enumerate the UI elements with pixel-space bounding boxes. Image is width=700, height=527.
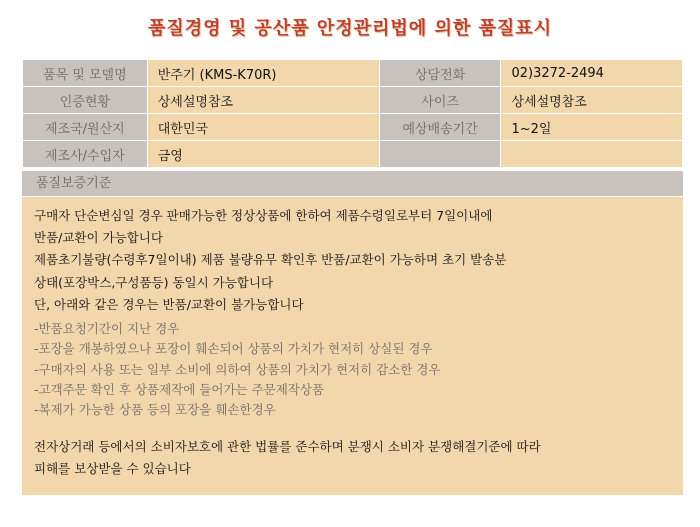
exception-item: -복제가 가능한 상품 등의 포장을 훼손한경우 [34,402,276,418]
exception-item: -고객주문 확인 후 상품제작에 들어가는 주문제작상품 [34,381,325,397]
quality-standard-heading: 품질보증기준 [22,171,683,196]
table-value: 상세설명참조 [501,87,683,114]
policy-line: 반품/교환이 가능합니다 [34,230,163,246]
table-value-empty [501,141,683,168]
policy-line: 상태(포장박스,구성품등) 동일시 가능합니다 [34,274,274,290]
table-row [23,87,683,114]
table-value: 반주기 (KMS-K70R) [147,60,379,87]
exception-item: -포장을 개봉하였으나 포장이 훼손되어 상품의 가치가 현저히 상실된 경우 [34,341,433,357]
table-value: 02)3272-2494 [501,60,683,87]
table-label: 제조국/원산지 [23,114,148,141]
table-value: 대한민국 [147,114,379,141]
table-label: 예상배송기간 [379,114,501,141]
table-label-empty [379,141,501,168]
policy-line: 구매자 단순변심일 경우 판매가능한 정상상품에 한하여 제품수령일로부터 7일이내에 [34,208,493,223]
table-label: 상담전화 [379,60,501,87]
table-label: 인증현황 [23,87,148,114]
policy-line: 제품초기불량(수령후7일이내) 제품 불량유무 확인후 반품/교환이 가능하며 초기 발송분 [34,252,507,268]
page-title: 품질경영 및 공산품 안정관리법에 의한 품질표시 [147,18,553,39]
quality-standard-content [22,197,683,495]
table-row [23,141,683,168]
table-label: 품목 및 모델명 [23,60,148,87]
exception-item: -구매자의 사용 또는 일부 소비에 의하여 상품의 가치가 현저히 감소한 경우 [34,361,441,377]
table-value: 상세설명참조 [147,87,379,114]
legal-notice-line: 피해를 보상받을 수 있습니다 [34,460,191,476]
table-row [23,114,683,141]
table-value: 1~2일 [501,114,683,141]
table-row [23,60,683,87]
legal-notice-line: 전자상거래 등에서의 소비자보호에 관한 법률를 준수하며 분쟁시 소비자 분쟁해결기준에 따라 [34,438,541,454]
table-label: 제조사/수입자 [23,141,148,168]
product-info-table [22,59,683,168]
table-label: 사이즈 [379,87,501,114]
policy-line: 단, 아래와 같은 경우는 반품/교환이 불가능합니다 [34,296,304,312]
exception-item: -반품요청기간이 지난 경우 [34,321,180,337]
table-value: 금영 [147,141,379,168]
